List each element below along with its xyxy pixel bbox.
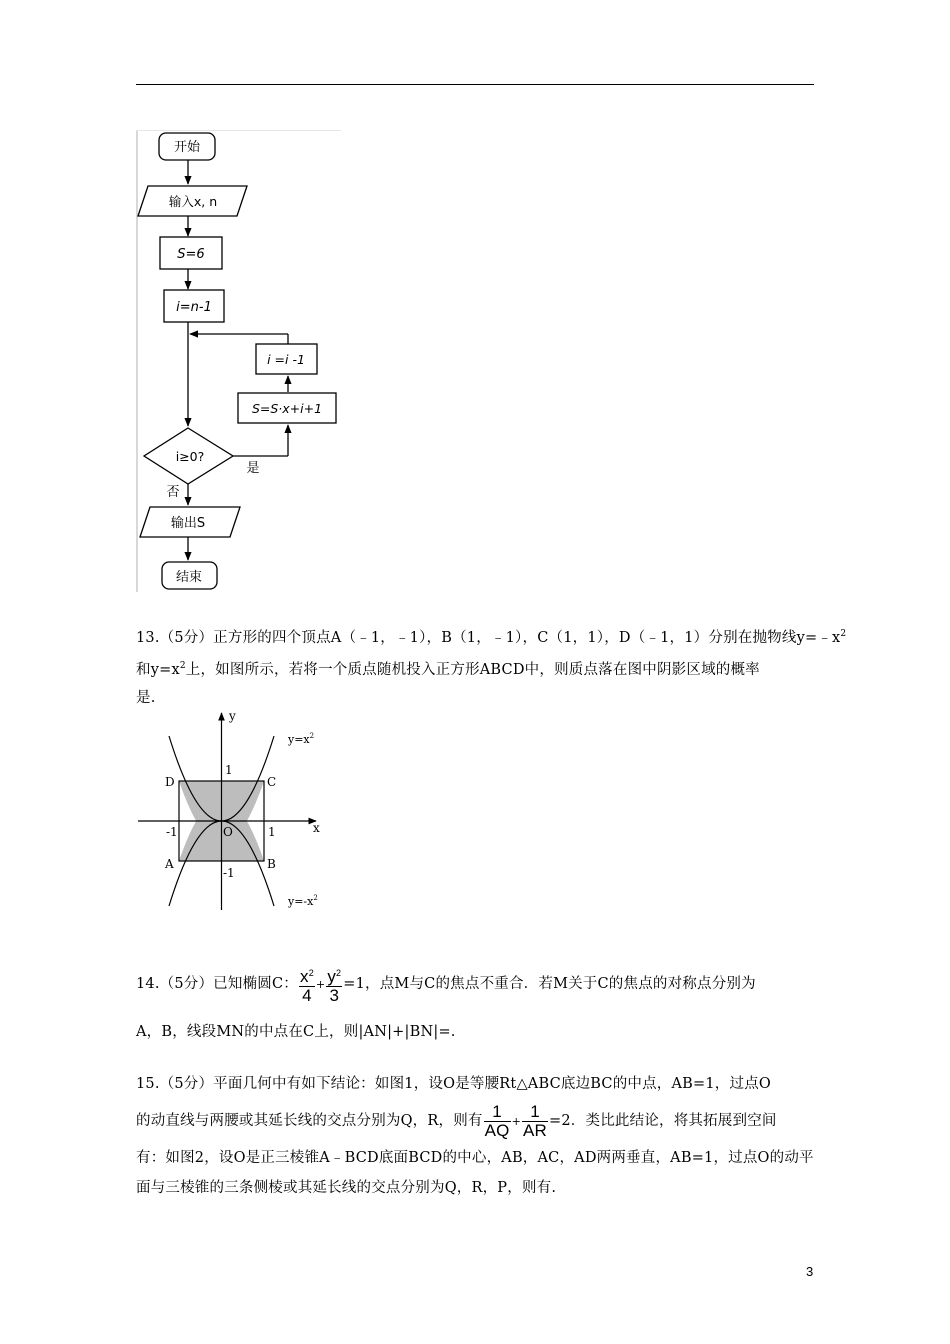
question-15-line2	[136, 1101, 816, 1142]
q15-line2-pre: 的动直线与两腰或其延长线的交点分别为Q，R，则有	[136, 1113, 483, 1129]
q13-sup2: 2	[179, 661, 186, 671]
x-axis-label: x	[313, 821, 320, 835]
q13-line2a: 和y=x	[136, 662, 180, 678]
tick-y-neg1: -1	[223, 866, 235, 880]
update-s-label: S=S·x+i+1	[251, 401, 323, 416]
tick-x-1: 1	[268, 825, 276, 839]
condition-label: i≥0?	[175, 449, 205, 464]
vertex-d: D	[165, 775, 175, 789]
fraction-1-over-ar: $\frac{1}{AR}$	[523, 1101, 548, 1140]
fraction-y2-over-3: $\frac{y^2}{3}$	[326, 964, 342, 1005]
question-13	[136, 620, 847, 712]
vertex-c: C	[267, 775, 277, 789]
q13-line3: 是.	[136, 690, 156, 706]
tick-x-neg1: -1	[166, 825, 178, 839]
output-label: 输出S	[170, 516, 206, 531]
curve-label-bottom: $y=-x^2$	[288, 894, 318, 908]
update-i-label: i =i -1	[267, 352, 305, 367]
parabola-figure	[136, 705, 336, 917]
q13-sup1: 2	[840, 629, 847, 639]
q13-line1: 13.（5分）正方形的四个顶点A（﹣1，﹣1），B（1，﹣1），C（1，1），D（﹣1，1）分别在抛物线y=﹣x	[136, 630, 841, 646]
origin-label: O	[223, 825, 233, 839]
q15-line4: 面与三棱锥的三条侧棱或其延长线的交点分别为Q，R，P，则有.	[136, 1180, 557, 1196]
header-rule	[136, 84, 814, 85]
y-axis-label: y	[229, 709, 236, 723]
question-15-line4	[136, 1174, 816, 1202]
init-s-label: S=6	[177, 247, 205, 262]
fraction-x2-over-4: $\frac{x^2}{4}$	[299, 964, 315, 1005]
question-14-line2	[136, 1018, 816, 1046]
q15-line3: 有：如图2，设O是正三棱锥A﹣BCD底面BCD的中心，AB，AC，AD两两垂直，AB=1，过点O的动平	[136, 1150, 814, 1166]
q14-post: =1，点M与C的焦点不重合．若M关于C的焦点的对称点分别为	[343, 976, 756, 992]
start-label: 开始	[173, 140, 201, 155]
q13-line2b: 上，如图所示，若将一个质点随机投入正方形ABCD中，则质点落在图中阴影区域的概率	[185, 662, 760, 678]
vertex-a: A	[165, 857, 174, 871]
page-number: 3	[806, 1264, 814, 1279]
question-14	[136, 962, 816, 1007]
question-15-line3	[136, 1144, 816, 1172]
q15-line1: 15.（5分）平面几何中有如下结论：如图1，设O是等腰Rt△ABC底边BC的中点，AB=1，过点O	[136, 1076, 771, 1092]
q14-line2: A，B，线段MN的中点在C上，则|AN|+|BN|=.	[136, 1024, 456, 1040]
yes-label: 是	[246, 461, 260, 476]
tick-y-1: 1	[225, 763, 233, 777]
question-15-line1	[136, 1070, 816, 1098]
q15-line2-post: =2．类比此结论，将其拓展到空间	[549, 1113, 777, 1129]
input-label: 输入x, n	[168, 194, 218, 209]
curve-label-top: $y=x^2$	[288, 732, 315, 746]
end-label: 结束	[175, 570, 203, 585]
flowchart	[136, 130, 341, 592]
q14-plus: +	[315, 978, 326, 991]
vertex-b: B	[267, 857, 276, 871]
q14-pre: 14.（5分）已知椭圆C：	[136, 976, 298, 992]
q15-plus: +	[511, 1115, 521, 1128]
fraction-1-over-aq: $\frac{1}{AQ}$	[484, 1101, 510, 1140]
no-label: 否	[166, 485, 180, 500]
init-i-label: i=n-1	[176, 300, 212, 315]
